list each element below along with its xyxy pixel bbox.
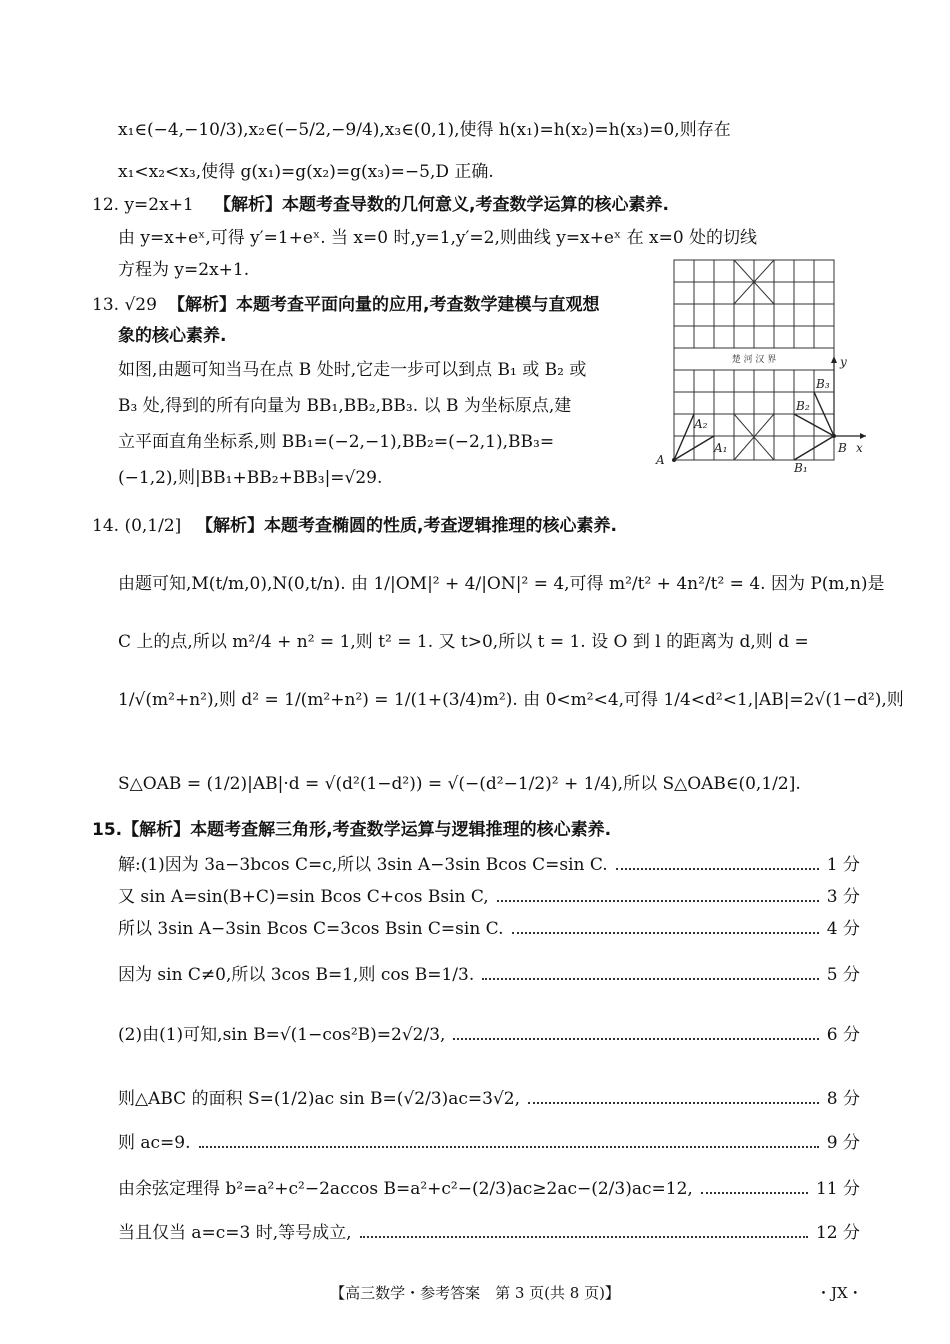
label-A: A [656, 453, 665, 467]
q13-body-1: 如图,由题可知当马在点 B 处时,它走一步可以到点 B₁ 或 B₂ 或 [118, 360, 587, 380]
score-line: 解:(1)因为 3a−3bcos C=c,所以 3sin A−3sin Bcos C=sin C. 1 分 [118, 855, 860, 875]
q14-answer: 14. (0,1/2] [92, 516, 182, 536]
score-line: 由余弦定理得 b²=a²+c²−2accos B=a²+c²−(2/3)ac≥2ac−(2/3)ac=12, 11 分 [118, 1179, 860, 1199]
q13-body-2: B₃ 处,得到的所有向量为 BB₁,BB₂,BB₃. 以 B 为坐标原点,建 [118, 396, 572, 416]
chess-board-figure [656, 256, 870, 478]
label-B1: B₁ [794, 461, 808, 475]
label-x: x [856, 441, 863, 455]
q13-body-4: (−1,2),则|BB₁+BB₂+BB₃|=√29. [118, 468, 383, 488]
label-B: B [838, 441, 847, 455]
q13-analysis-header-cont: 象的核心素养. [118, 326, 227, 346]
q14-body-3: 1/√(m²+n²),则 d² = 1/(m²+n²) = 1/(1+(3/4)m²). 由 0<m²<4,可得 1/4<d²<1,|AB|=2√(1−d²),则 [118, 690, 904, 710]
score-line: 因为 sin C≠0,所以 3cos B=1,则 cos B=1/3. 5 分 [118, 965, 860, 985]
q15-analysis-header: 15.【解析】本题考查解三角形,考查数学运算与逻辑推理的核心素养. [92, 820, 612, 840]
label-B3: B₃ [816, 377, 830, 391]
label-y: y [840, 355, 847, 369]
q12-derivation: 由 y=x+eˣ,可得 y′=1+eˣ. 当 x=0 时,y=1,y′=2,则曲线 y=x+eˣ 在 x=0 处的切线 [118, 228, 758, 248]
q12-answer: 12. y=2x+1 [92, 195, 194, 215]
q14-body-1: 由题可知,M(t/m,0),N(0,t/n). 由 1/|OM|² + 4/|ON|² = 4,可得 m²/t² + 4n²/t² = 4. 因为 P(m,n)是 [118, 574, 885, 594]
q12-analysis-header: 【解析】本题考查导数的几何意义,考查数学运算的核心素养. [214, 195, 669, 215]
q14-body-2: C 上的点,所以 m²/4 + n² = 1,则 t² = 1. 又 t>0,所以 t = 1. 设 O 到 l 的距离为 d,则 d = [118, 632, 809, 652]
label-A1: A₁ [714, 441, 728, 455]
q13-answer: 13. √29 [92, 295, 157, 315]
score-line: 所以 3sin A−3sin Bcos C=3cos Bsin C=sin C. 4 分 [118, 919, 860, 939]
river-text: 楚 河 汉 界 [731, 355, 777, 365]
q12-result: 方程为 y=2x+1. [118, 260, 250, 280]
q13-analysis-header: 【解析】本题考查平面向量的应用,考查数学建模与直观想 [168, 295, 600, 315]
footer-tag: ・JX・ [816, 1284, 863, 1302]
line-h-roots: x₁∈(−4,−10/3),x₂∈(−5/2,−9/4),x₃∈(0,1),使得 h(x₁)=h(x₂)=h(x₃)=0,则存在 [118, 120, 731, 140]
q14-analysis-header: 【解析】本题考查椭圆的性质,考查逻辑推理的核心素养. [196, 516, 617, 536]
line-g-equal: x₁<x₂<x₃,使得 g(x₁)=g(x₂)=g(x₃)=−5,D 正确. [118, 162, 494, 182]
score-line: 当且仅当 a=c=3 时,等号成立, 12 分 [118, 1223, 860, 1243]
q14-body-4: S△OAB = (1/2)|AB|·d = √(d²(1−d²)) = √(−(d²−1/2)² + 1/4),所以 S△OAB∈(0,1/2]. [118, 774, 801, 794]
page-footer: 【高三数学・参考答案 第 3 页(共 8 页)】 [330, 1284, 620, 1302]
score-line: 又 sin A=sin(B+C)=sin Bcos C+cos Bsin C, 3 分 [118, 887, 860, 907]
score-line: (2)由(1)可知,sin B=√(1−cos²B)=2√2/3, 6 分 [118, 1025, 860, 1045]
q13-body-3: 立平面直角坐标系,则 BB₁=(−2,−1),BB₂=(−2,1),BB₃= [118, 432, 555, 452]
score-line: 则△ABC 的面积 S=(1/2)ac sin B=(√2/3)ac=3√2, 8 分 [118, 1089, 860, 1109]
label-B2: B₂ [796, 399, 810, 413]
score-line: 则 ac=9. 9 分 [118, 1133, 860, 1153]
label-A2: A₂ [694, 417, 708, 431]
